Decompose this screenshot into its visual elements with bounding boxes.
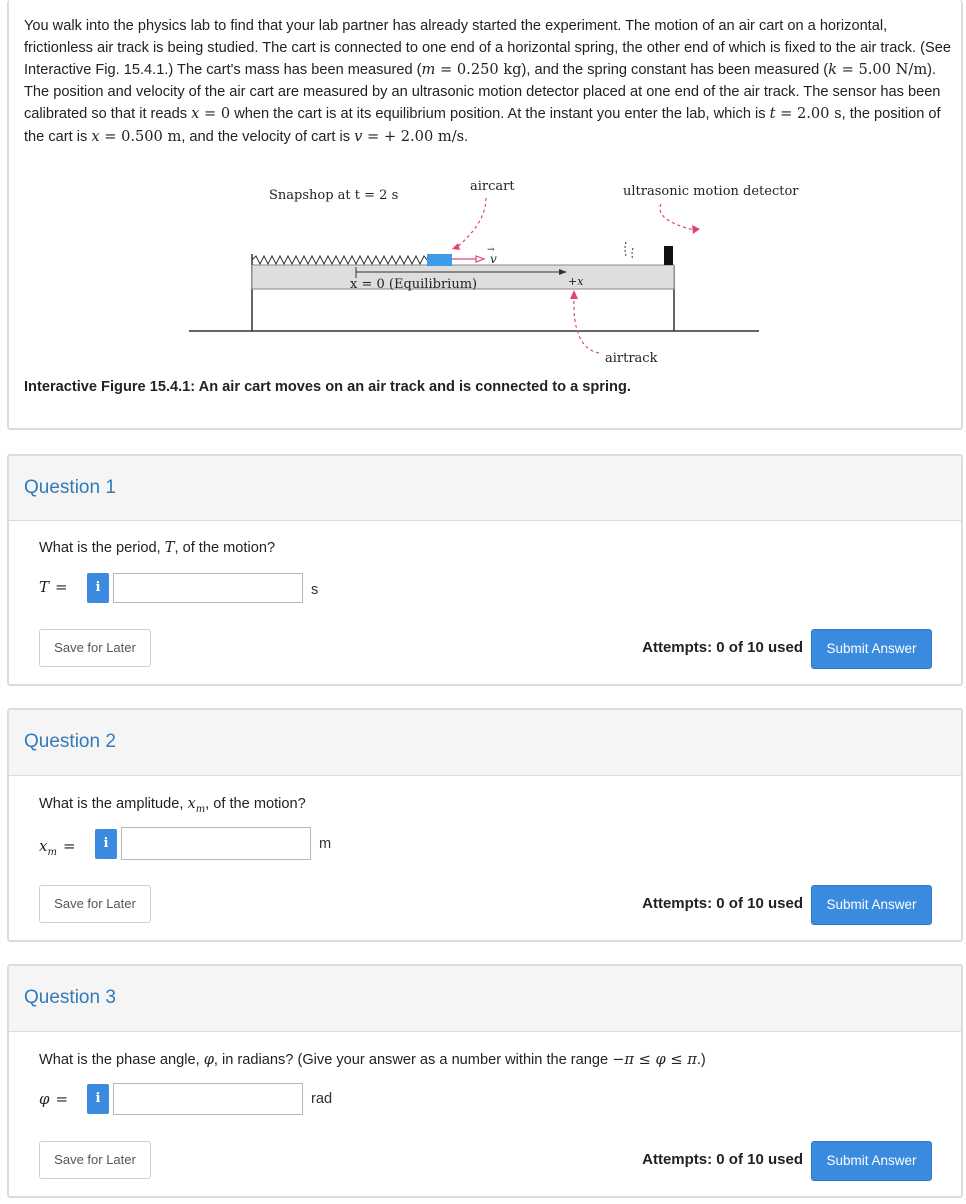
statement-text: when the cart is at its equilibrium position. At the instant you enter the lab, which is [230, 106, 770, 123]
statement-math: = 0 [199, 105, 231, 123]
statement-math: x [91, 127, 100, 145]
prompt-text: What is the phase angle, [39, 1052, 204, 1068]
info-button[interactable]: i [87, 1084, 109, 1114]
attempts-counter: Attempts: 0 of 10 used [642, 639, 803, 656]
spring [252, 256, 427, 264]
air-cart [427, 254, 452, 266]
info-button[interactable]: i [87, 573, 109, 603]
aircart-pointer-head [452, 243, 460, 250]
prompt-text: What is the period, [39, 540, 165, 556]
question-header [9, 710, 961, 776]
detector-label: ultrasonic motion detector [623, 184, 799, 199]
question-3-panel [7, 964, 963, 1198]
figure-caption: Interactive Figure 15.4.1: An air cart moves on an air track and is connected to a spring. [24, 379, 631, 395]
velocity-arrowhead [476, 256, 484, 262]
statement-math: x [191, 105, 200, 123]
submit-answer-button[interactable]: Submit Answer [811, 1141, 932, 1181]
airtrack-label: airtrack [605, 351, 658, 366]
statement-text: . [464, 128, 469, 145]
answer-variable-label: T = [39, 578, 68, 596]
question-header [9, 966, 961, 1032]
answer-input[interactable] [121, 827, 311, 860]
equilibrium-label: x = 0 (Equilibrium) [350, 277, 478, 292]
statement-math: m [421, 61, 436, 79]
velocity-vector-mark: → [487, 245, 495, 255]
attempts-counter: Attempts: 0 of 10 used [642, 1151, 803, 1168]
save-for-later-button[interactable]: Save for Later [39, 885, 151, 923]
problem-statement [24, 16, 954, 149]
statement-text: , and the velocity of cart is [181, 128, 355, 145]
detector-pointer [660, 204, 694, 230]
airtrack-pointer-head [570, 290, 578, 299]
detector-pointer-head [692, 225, 700, 234]
airtrack-pointer [574, 296, 599, 353]
snapshot-label: Snapshop at t = 2 s [269, 188, 399, 203]
statement-math: k [828, 61, 837, 79]
statement-text: ). The position and velocity of the air cart are measured by an ultrasonic motion detector placed at one end of the air track. The sensor has been calibrated so that it reads [24, 62, 941, 123]
air-track-figure [174, 168, 814, 378]
question-prompt [39, 539, 275, 556]
prompt-variable: φ [203, 1051, 214, 1068]
statement-math: = 0.500 m [99, 127, 182, 145]
statement-text: You walk into the physics lab to find that your lab partner has already started the experiment. The motion of an air cart on a horizontal, frictionless air track is being studied. The cart is connected to one end of a horizontal spring, the other end of which is fixed to the air track. (See Interactive Fig. 15.4.1.) The cart's mass has been measured ( [24, 18, 951, 79]
prompt-text: .) [696, 1052, 706, 1068]
question-prompt [39, 795, 306, 815]
unit-label: s [311, 582, 319, 598]
prompt-text: , of the motion? [205, 796, 306, 812]
statement-math: v [354, 127, 363, 145]
axis-label: +x [568, 275, 584, 288]
answer-input[interactable] [113, 573, 303, 603]
ultrasound-waves [625, 242, 633, 260]
aircart-label: aircart [470, 179, 515, 194]
statement-math: = 0.250 kg [435, 61, 522, 79]
prompt-variable-subscript: m [195, 803, 206, 815]
prompt-text: , of the motion? [174, 540, 276, 556]
question-1-panel [7, 454, 963, 686]
answer-variable-label: $x_m$ = [39, 837, 76, 858]
question-title: Question 2 [24, 731, 116, 752]
statement-text: ), and the spring constant has been measured ( [521, 62, 829, 79]
unit-label: rad [311, 1091, 333, 1107]
prompt-range: −π ≤ φ ≤ π [612, 1051, 697, 1068]
submit-answer-button[interactable]: Submit Answer [811, 885, 932, 925]
answer-variable-label: φ = [39, 1090, 69, 1108]
statement-math: = 5.00 N/m [837, 61, 928, 79]
statement-math: = + 2.00 m/s [362, 127, 465, 145]
submit-answer-button[interactable]: Submit Answer [811, 629, 932, 669]
question-header [9, 456, 961, 521]
problem-intro-panel [7, 0, 963, 430]
prompt-text: , in radians? (Give your answer as a number within the range [213, 1052, 613, 1068]
save-for-later-button[interactable]: Save for Later [39, 629, 151, 667]
prompt-variable: T [164, 539, 175, 556]
info-button[interactable]: i [95, 829, 117, 859]
question-title: Question 3 [24, 987, 116, 1008]
motion-detector [664, 246, 673, 265]
save-for-later-button[interactable]: Save for Later [39, 1141, 151, 1179]
unit-label: m [319, 836, 332, 852]
statement-math: = 2.00 s [775, 105, 842, 123]
prompt-text: What is the amplitude, [39, 796, 188, 812]
aircart-pointer [456, 198, 486, 248]
statement-math: t [769, 105, 776, 123]
question-2-panel [7, 708, 963, 942]
velocity-label: v [490, 252, 497, 266]
statement-text: , the position of the cart is [24, 106, 941, 145]
prompt-variable: x [187, 795, 196, 812]
question-title: Question 1 [24, 477, 116, 498]
attempts-counter: Attempts: 0 of 10 used [642, 895, 803, 912]
answer-input[interactable] [113, 1083, 303, 1115]
question-prompt [39, 1051, 706, 1068]
